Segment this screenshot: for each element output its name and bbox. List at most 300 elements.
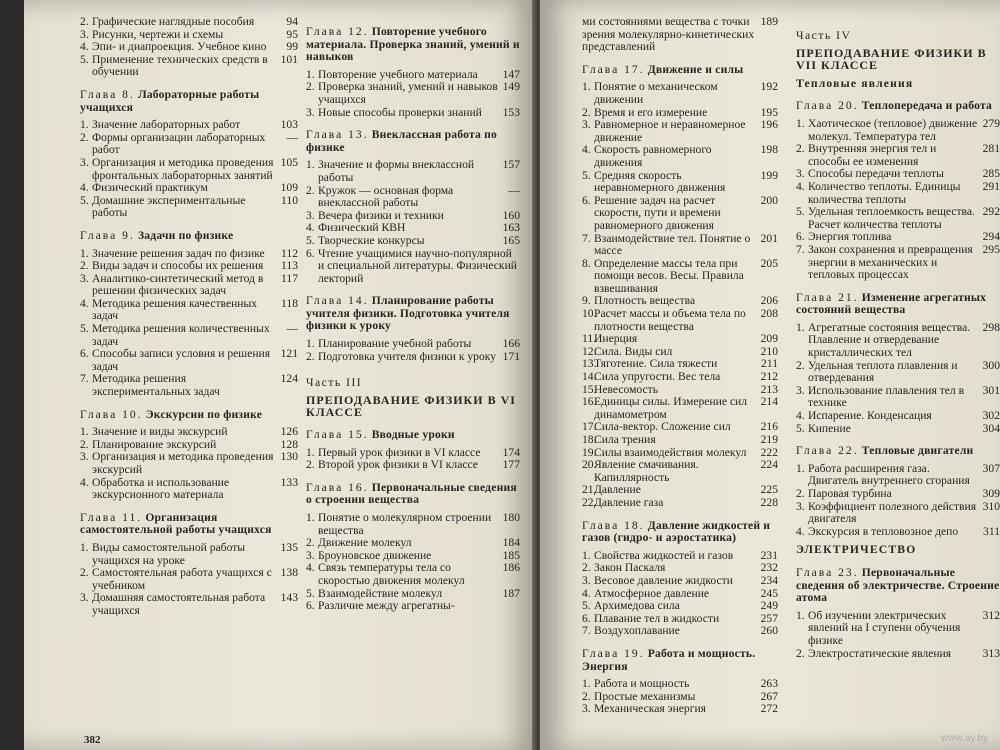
entry-number: 7. (582, 624, 591, 638)
chapter-heading (306, 295, 520, 333)
entry-title: Эпи- и диапроекция. Учебное кино (92, 40, 267, 54)
entry-title: Решение задач на расчет скорости, пути и времени равномерного движения (594, 193, 721, 232)
entry-page: 222 (760, 445, 778, 459)
entry-title: Подготовка учителя физики к уроку (318, 349, 497, 363)
entry-number: 3. (80, 450, 89, 464)
entry-number: 20. (582, 458, 597, 472)
entry-number: 2. (582, 105, 591, 119)
entry-page: 232 (760, 561, 778, 575)
chapter-heading (582, 648, 778, 673)
toc-entry (582, 575, 778, 588)
entry-number: 1. (796, 461, 805, 475)
toc-entry (582, 678, 778, 691)
toc-entry (582, 170, 778, 195)
entry-page: 209 (760, 332, 778, 346)
part-label: Часть IV (796, 29, 852, 42)
entry-title: Сила трения (594, 433, 656, 446)
entry-number: 2. (306, 458, 315, 472)
toc-entry (582, 625, 778, 638)
entry-page: 249 (760, 599, 778, 613)
chapter-number: Глава 22. (796, 444, 859, 458)
entry-page: 101 (280, 52, 298, 66)
entry-number: 7. (796, 242, 805, 256)
toc-entry (80, 373, 298, 398)
entry-page: 99 (286, 40, 298, 54)
entry-number: 18. (582, 433, 597, 446)
toc-entry (80, 16, 298, 29)
chapter-number: Глава 9. (80, 228, 135, 242)
entry-page: 298 (982, 320, 1000, 334)
entry-title: Свойства жидкостей и газов (594, 548, 734, 562)
entry-page: 310 (982, 499, 1000, 513)
chapter-title: Давление жидкостей и газов (гидро- и аэростатика) (582, 518, 771, 545)
entry-page: 105 (280, 155, 298, 169)
toc-entry (80, 132, 298, 157)
entry-number: 4. (80, 181, 89, 195)
entry-number: 5. (306, 586, 315, 600)
chapter-title: Тепловые двигатели (861, 444, 974, 458)
entry-number: 3. (80, 27, 89, 41)
entry-page: 174 (502, 445, 520, 459)
entry-title: Невесомость (594, 382, 659, 396)
toc-entry (80, 41, 298, 54)
chapter-number: Глава 17. (582, 62, 645, 76)
toc-entry (80, 426, 298, 439)
entry-number: 6. (582, 611, 591, 625)
entry-page: 208 (760, 307, 778, 321)
entry-page: 166 (502, 337, 520, 351)
entry-title: Домашняя самостоятельная работа учащихся (92, 591, 266, 617)
entry-page: 200 (760, 193, 778, 207)
entry-title: Энергия топлива (808, 230, 892, 244)
toc-entry (80, 260, 298, 273)
entry-number: 3. (306, 208, 315, 222)
entry-title: Применение технических средств в обучении (92, 52, 268, 79)
entry-page: 124 (280, 372, 298, 386)
chapter-title: Теплопередача и работа (861, 99, 992, 113)
section-heading: ЭЛЕКТРИЧЕСТВО (796, 543, 917, 557)
entry-number: 4. (80, 475, 89, 489)
entry-page: 267 (760, 689, 778, 703)
entry-page: 307 (982, 461, 1000, 475)
entry-number: 10. (582, 307, 597, 321)
entry-page: 113 (281, 259, 298, 273)
entry-number: 3. (796, 383, 805, 397)
entry-title: Чтение учащимися научно-популярной и специальной литературы. Физический лекторий (318, 246, 517, 285)
entry-page: 311 (983, 524, 1000, 538)
entry-page: 294 (982, 230, 1000, 244)
entry-page: 112 (281, 246, 298, 260)
entry-number: 6. (306, 246, 315, 260)
entry-page: 301 (982, 383, 1000, 397)
chapter-number: Глава 11. (80, 510, 143, 524)
entry-number: 7. (80, 372, 89, 386)
entry-title: Значение лабораторных работ (92, 118, 241, 132)
chapter-heading (80, 409, 298, 422)
toc-entry (80, 348, 298, 373)
toc-entry (582, 333, 778, 346)
toc-entry (306, 512, 520, 537)
entry-title: Связь температуры тела со скоростью движения молекул (318, 561, 465, 587)
entry-page: — (508, 183, 520, 197)
toc-entry (80, 54, 298, 79)
toc-entry (306, 159, 520, 184)
entry-number: 22. (582, 495, 597, 509)
entry-page: 210 (760, 344, 778, 358)
entry-title: Закон сохранения и превращения энергии в механических и тепловых процессах (808, 242, 973, 282)
entry-page: 313 (982, 646, 1000, 660)
entry-number: 4. (796, 524, 805, 538)
toc-entry (582, 396, 778, 421)
toc-entry (582, 119, 778, 144)
chapter-heading (80, 512, 298, 537)
entry-number: 4. (796, 179, 805, 193)
entry-number: 1. (796, 608, 805, 622)
entry-title: Тяготение. Сила тяжести (594, 357, 718, 371)
entry-page: 212 (760, 370, 778, 384)
entry-page: 94 (286, 15, 298, 28)
toc-entry (796, 385, 1000, 410)
entry-number: 2. (80, 566, 89, 580)
toc-entry (796, 322, 1000, 360)
entry-page: 285 (982, 167, 1000, 181)
entry-number: 3. (796, 167, 805, 181)
entry-page: 279 (982, 116, 1000, 130)
chapter-number: Глава 15. (306, 428, 369, 442)
toc-entry (306, 537, 520, 550)
entry-title: Работа расширения газа. Двигатель внутреннего сгорания (808, 461, 970, 488)
entry-title: Проверка знаний, умений и навыков учащихся (318, 80, 498, 106)
chapter-title: Повторение учебного материала. Проверка знаний, умений и навыков (306, 25, 520, 64)
entry-page: 133 (280, 475, 298, 489)
entry-page: 281 (982, 142, 1000, 156)
entry-page: 147 (502, 67, 520, 81)
entry-number: 4. (582, 586, 591, 600)
entry-number: 1. (306, 67, 315, 81)
toc-entry (796, 244, 1000, 282)
entry-page: 192 (760, 80, 778, 94)
entry-page: 260 (760, 624, 778, 638)
chapter-number: Глава 18. (582, 518, 645, 532)
entry-number: 2. (796, 358, 805, 372)
entry-number: 1. (306, 511, 315, 524)
entry-number: 3. (80, 591, 89, 605)
entry-page: 143 (280, 591, 298, 605)
toc-entry (796, 118, 1000, 143)
entry-title: Удельная теплота плавления и отвердевания (808, 358, 958, 385)
entry-page: 184 (502, 536, 520, 550)
entry-number: 6. (306, 599, 315, 613)
chapter-heading (306, 26, 520, 64)
entry-number: 7. (582, 231, 591, 245)
entry-title: Движение молекул (318, 536, 412, 550)
entry-page: 300 (982, 358, 1000, 372)
page-number: 382 (84, 734, 101, 746)
entry-page: 187 (502, 586, 520, 600)
entry-title: Удельная теплоемкость вещества. Расчет количества теплоты (808, 205, 975, 231)
toc-entry (80, 567, 298, 592)
toc-entry (796, 143, 1000, 168)
entry-number: 21. (582, 483, 597, 497)
entry-page: 234 (760, 573, 778, 587)
chapter-heading (306, 429, 520, 442)
entry-title: Плотность вещества (594, 294, 696, 308)
toc-entry (796, 501, 1000, 526)
chapter-title: Задачи по физике (137, 228, 234, 242)
entry-title: Сила упругости. Вес тела (594, 370, 721, 384)
entry-number: 3. (582, 573, 591, 587)
entry-number: 3. (80, 271, 89, 285)
chapter-title: Организация самостоятельной работы учащихся (80, 510, 272, 537)
entry-title: Расчет массы и объема тела по плотности вещества (594, 307, 746, 333)
entry-page: 165 (502, 233, 520, 247)
right-column-2 (796, 16, 1000, 660)
toc-entry (796, 648, 1000, 661)
entry-number: 4. (306, 561, 315, 575)
toc-entry (306, 107, 520, 120)
entry-number: 6. (796, 230, 805, 244)
entry-title: Повторение учебного материала (318, 67, 478, 81)
entry-number: 1. (80, 540, 89, 554)
toc-entry (80, 451, 298, 476)
entry-title: Агрегатные состояния вещества. Плавление и отвердевание кристаллических тел (808, 320, 971, 360)
toc-entry (582, 144, 778, 169)
entry-title: Инерция (594, 332, 638, 346)
entry-title: Весовое давление жидкости (594, 573, 733, 587)
toc-entry (582, 233, 778, 258)
entry-title: Методика решения экспериментальных задач (92, 372, 220, 399)
entry-title: Об изучении электрических явлений на I ступени обучения физике (808, 608, 961, 647)
chapter-heading (796, 445, 1000, 458)
toc-entry (796, 610, 1000, 648)
entry-title: Графические наглядные пособия (92, 15, 255, 28)
entry-page: 185 (502, 548, 520, 562)
chapter-number: Глава 8. (80, 87, 135, 101)
entry-number: 2. (80, 437, 89, 451)
entry-title: Кипение (808, 421, 851, 435)
entry-number: 5. (80, 322, 89, 336)
entry-page: 219 (760, 433, 778, 446)
entry-number: 13. (582, 357, 597, 371)
entry-page: 196 (760, 118, 778, 132)
toc-entry (306, 562, 520, 587)
toc-entry (80, 477, 298, 502)
toc-entry (796, 423, 1000, 436)
chapter-title: Внеклассная работа по физике (306, 128, 497, 154)
entry-page: 292 (982, 205, 1000, 219)
entry-page: 95 (286, 27, 298, 41)
entry-page: 224 (760, 458, 778, 472)
entry-page: 312 (982, 608, 1000, 622)
entry-title: Средняя скорость неравномерного движения (594, 168, 726, 195)
chapter-heading (80, 230, 298, 243)
entry-title: Вечера физики и техники (318, 208, 444, 222)
entry-page: 171 (502, 349, 520, 363)
entry-number: 5. (796, 205, 805, 219)
entry-title: Способы записи условия и решения задач (92, 347, 271, 373)
entry-title: Равномерное и неравномерное движение (594, 118, 746, 144)
entry-page: 309 (982, 487, 1000, 500)
chapter-number: Глава 23. (796, 565, 859, 579)
entry-title: Давление (594, 483, 641, 497)
entry-page: 157 (502, 158, 520, 172)
chapter-number: Глава 21. (796, 290, 859, 304)
entry-page: 163 (502, 221, 520, 235)
chapter-title: Первоначальные сведения о строении вещества (306, 480, 517, 507)
entry-title: Сила-вектор. Сложение сил (594, 420, 731, 434)
entry-title: Кружок — основная форма внеклассной работы (318, 183, 454, 210)
entry-title: Планирование учебной работы (318, 337, 472, 351)
entry-page: 103 (280, 118, 298, 132)
entry-number: 2. (306, 536, 315, 550)
toc-entry (796, 181, 1000, 206)
entry-page: 198 (760, 143, 778, 157)
toc-entry (80, 323, 298, 348)
toc-entry (582, 703, 778, 716)
toc-entry (306, 600, 520, 613)
toc-entry (80, 273, 298, 298)
entry-page: 110 (281, 193, 298, 207)
entry-title: Значение и формы внеклассной работы (318, 158, 475, 184)
entry-number: 12. (582, 344, 597, 358)
entry-page: — (286, 130, 298, 144)
entry-number: 2. (796, 142, 805, 156)
toc-entry (796, 526, 1000, 539)
toc-entry (582, 195, 778, 233)
entry-page: 272 (760, 702, 778, 716)
entry-number: 1. (80, 118, 89, 132)
chapter-heading (582, 64, 778, 77)
toc-entry (80, 592, 298, 617)
toc-entry (582, 600, 778, 613)
entry-title: Скорость равномерного движения (594, 143, 712, 169)
entry-number: 1. (582, 548, 591, 562)
entry-page: 263 (760, 677, 778, 691)
chapter-title: Вводные уроки (371, 428, 455, 442)
entry-title: Простые механизмы (594, 689, 696, 703)
entry-page: 135 (280, 540, 298, 554)
toc-entry (796, 360, 1000, 385)
entry-page: 109 (280, 181, 298, 195)
section-heading: Тепловые явления (796, 76, 914, 90)
toc-entry (80, 298, 298, 323)
toc-entry (306, 459, 520, 472)
entry-page: 128 (280, 437, 298, 451)
entry-title: Новые способы проверки знаний (318, 105, 482, 119)
entry-number: 19. (582, 445, 597, 459)
entry-title: Формы организации лабораторных работ (92, 130, 266, 157)
entry-title: Физический практикум (92, 181, 208, 195)
part-title: ПРЕПОДАВАНИЕ ФИЗИКИ В VI КЛАССЕ (306, 392, 516, 420)
entry-page: 245 (760, 586, 778, 600)
toc-entry (582, 308, 778, 333)
entry-number: 2. (796, 646, 805, 660)
toc-entry (80, 195, 298, 220)
entry-number: 2. (582, 689, 591, 703)
entry-page: 205 (760, 256, 778, 270)
entry-title: Виды самостоятельной работы учащихся на уроке (92, 540, 246, 567)
entry-number: 3. (582, 702, 591, 716)
entry-page: 126 (280, 425, 298, 439)
entry-number: 2. (306, 349, 315, 363)
entry-number: 1. (80, 246, 89, 260)
chapter-number: Глава 13. (306, 128, 369, 142)
entry-title: Использование плавления тел в технике (808, 383, 965, 410)
chapter-number: Глава 12. (306, 25, 369, 38)
entry-page: 225 (760, 483, 778, 497)
entry-title: Экскурсия в тепловозное депо (808, 524, 959, 538)
entry-number: 2. (80, 130, 89, 144)
toc-entry (80, 182, 298, 195)
entry-title: Воздухоплавание (594, 624, 680, 638)
entry-title: Взаимодействие тел. Понятие о массе (594, 231, 751, 258)
entry-page: 213 (760, 382, 778, 396)
toc-entry (582, 459, 778, 484)
part-title: ПРЕПОДАВАНИЕ ФИЗИКИ В VII КЛАССЕ (796, 45, 987, 73)
entry-title: Самостоятельная работа учащихся с учебником (92, 566, 272, 592)
entry-number: 4. (796, 409, 805, 423)
entry-page: 160 (502, 208, 520, 222)
entry-page: 304 (982, 421, 1000, 435)
toc-entry (582, 434, 778, 447)
entry-title: Атмосферное давление (594, 586, 710, 600)
entry-title: ми состояниями вещества с точки зрения молекулярно-кинетических представлений (582, 15, 755, 54)
entry-page: — (286, 322, 298, 336)
entry-number: 2. (306, 80, 315, 94)
entry-number: 2. (796, 487, 805, 500)
entry-title: Паровая турбина (808, 487, 892, 500)
entry-title: Различие между агрегатны- (318, 599, 455, 613)
entry-title: Понятие о механическом движении (594, 80, 718, 106)
entry-page: 153 (502, 105, 520, 119)
entry-number: 5. (582, 599, 591, 613)
entry-title: Рисунки, чертежи и схемы (92, 27, 224, 41)
entry-page: 130 (280, 450, 298, 464)
toc-entry (796, 463, 1000, 488)
toc-entry (306, 185, 520, 210)
entry-title: Коэффициент полезного действия двигателя (808, 499, 977, 526)
toc-entry (306, 248, 520, 286)
chapter-number: Глава 14. (306, 294, 369, 308)
entry-number: 5. (80, 193, 89, 207)
toc-entry (80, 542, 298, 567)
entry-title: Аналитико-синтетический метод в решении физических задач (92, 271, 264, 298)
toc-entry (582, 258, 778, 296)
entry-number: 5. (80, 52, 89, 66)
chapter-heading (306, 129, 520, 154)
entry-page: 302 (982, 409, 1000, 423)
entry-page: 231 (760, 548, 778, 562)
entry-title: Работа и мощность (594, 677, 690, 691)
watermark: www.ay.by (940, 733, 988, 744)
chapter-number: Глава 20. (796, 99, 859, 113)
toc-entry (582, 497, 778, 510)
entry-title: Методика решения количественных задач (92, 322, 270, 348)
chapter-title: Работа и мощность. Энергия (582, 646, 756, 673)
entry-page: 121 (280, 347, 298, 361)
entry-page: 206 (760, 294, 778, 308)
entry-number: 6. (80, 347, 89, 361)
left-page (24, 0, 536, 750)
entry-title: Творческие конкурсы (318, 233, 425, 247)
entry-number: 15. (582, 382, 597, 396)
entry-number: 14. (582, 370, 597, 384)
entry-number: 1. (796, 320, 805, 334)
chapter-title: Планирование работы учителя физики. Подготовка учителя физики к уроку (306, 294, 510, 333)
entry-number: 4. (80, 40, 89, 54)
entry-title: Давление газа (594, 495, 664, 509)
entry-title: Хаотическое (тепловое) движение молекул. Температура тел (808, 116, 978, 143)
